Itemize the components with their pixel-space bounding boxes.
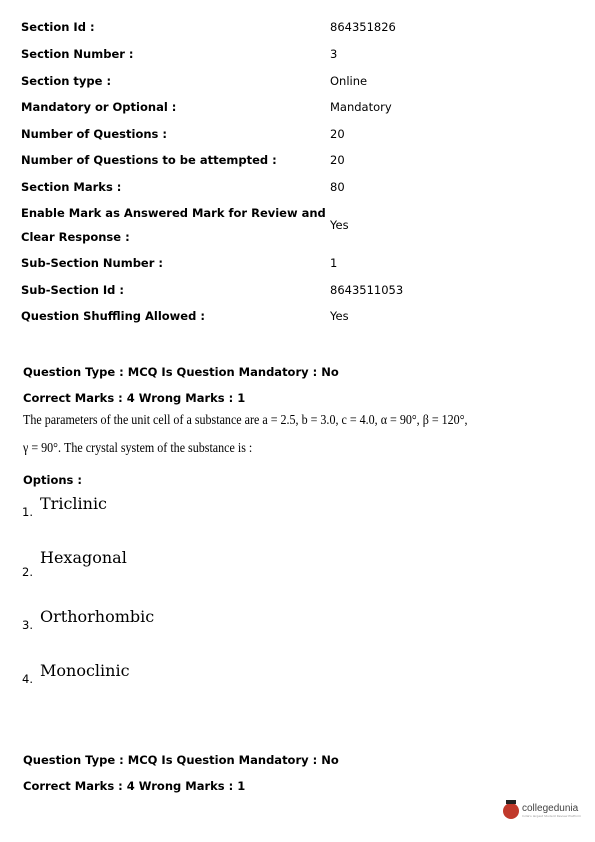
meta-label: Section Marks : [21, 180, 122, 194]
meta-value: Yes [330, 218, 349, 232]
graduate-icon [503, 803, 519, 819]
meta-value: Online [330, 74, 368, 88]
question-text: The parameters of the unit cell of a substance are a = 2.5, b = 3.0, c = 4.0, α = 90°, β = 120°, [23, 413, 468, 428]
meta-value: 1 [330, 256, 338, 270]
meta-label: Mandatory or Optional : [21, 100, 177, 114]
meta-value: 80 [330, 180, 345, 194]
meta-label: Section Number : [21, 47, 134, 61]
meta-label: Enable Mark as Answered Mark for Review and [21, 206, 326, 220]
question-marks-line: Correct Marks : 4 Wrong Marks : 1 [23, 391, 246, 405]
meta-label-continued: Clear Response : [21, 230, 130, 244]
question-type-line: Question Type : MCQ Is Question Mandatory : No [23, 365, 339, 379]
meta-value: Mandatory [330, 100, 392, 114]
option-text: Monoclinic [40, 661, 130, 680]
meta-label: Section Id : [21, 20, 95, 34]
meta-value: 8643511053 [330, 283, 404, 297]
meta-label: Sub-Section Id : [21, 283, 125, 297]
option-number: 1. [22, 505, 33, 519]
meta-value: 3 [330, 47, 338, 61]
options-label: Options : [23, 473, 82, 487]
meta-label: Question Shuffling Allowed : [21, 309, 205, 323]
option-number: 3. [22, 618, 33, 632]
option-text: Triclinic [40, 494, 108, 513]
option-text: Hexagonal [40, 548, 127, 567]
brand-name: collegedunia [522, 803, 579, 814]
meta-value: Yes [330, 309, 349, 323]
question-marks-line: Correct Marks : 4 Wrong Marks : 1 [23, 779, 246, 793]
meta-label: Sub-Section Number : [21, 256, 164, 270]
collegedunia-logo [503, 803, 581, 819]
meta-value: 864351826 [330, 20, 396, 34]
option-number: 4. [22, 672, 33, 686]
meta-label: Number of Questions to be attempted : [21, 153, 277, 167]
option-text: Orthorhombic [40, 607, 155, 626]
option-number: 2. [22, 565, 33, 579]
question-text-continued: γ = 90°. The crystal system of the substance is : [23, 441, 253, 456]
meta-label: Section type : [21, 74, 112, 88]
question-type-line: Question Type : MCQ Is Question Mandatory : No [23, 753, 339, 767]
meta-label: Number of Questions : [21, 127, 167, 141]
brand-tagline: India's largest Student Review Platform [522, 814, 582, 818]
meta-value: 20 [330, 153, 345, 167]
meta-value: 20 [330, 127, 345, 141]
